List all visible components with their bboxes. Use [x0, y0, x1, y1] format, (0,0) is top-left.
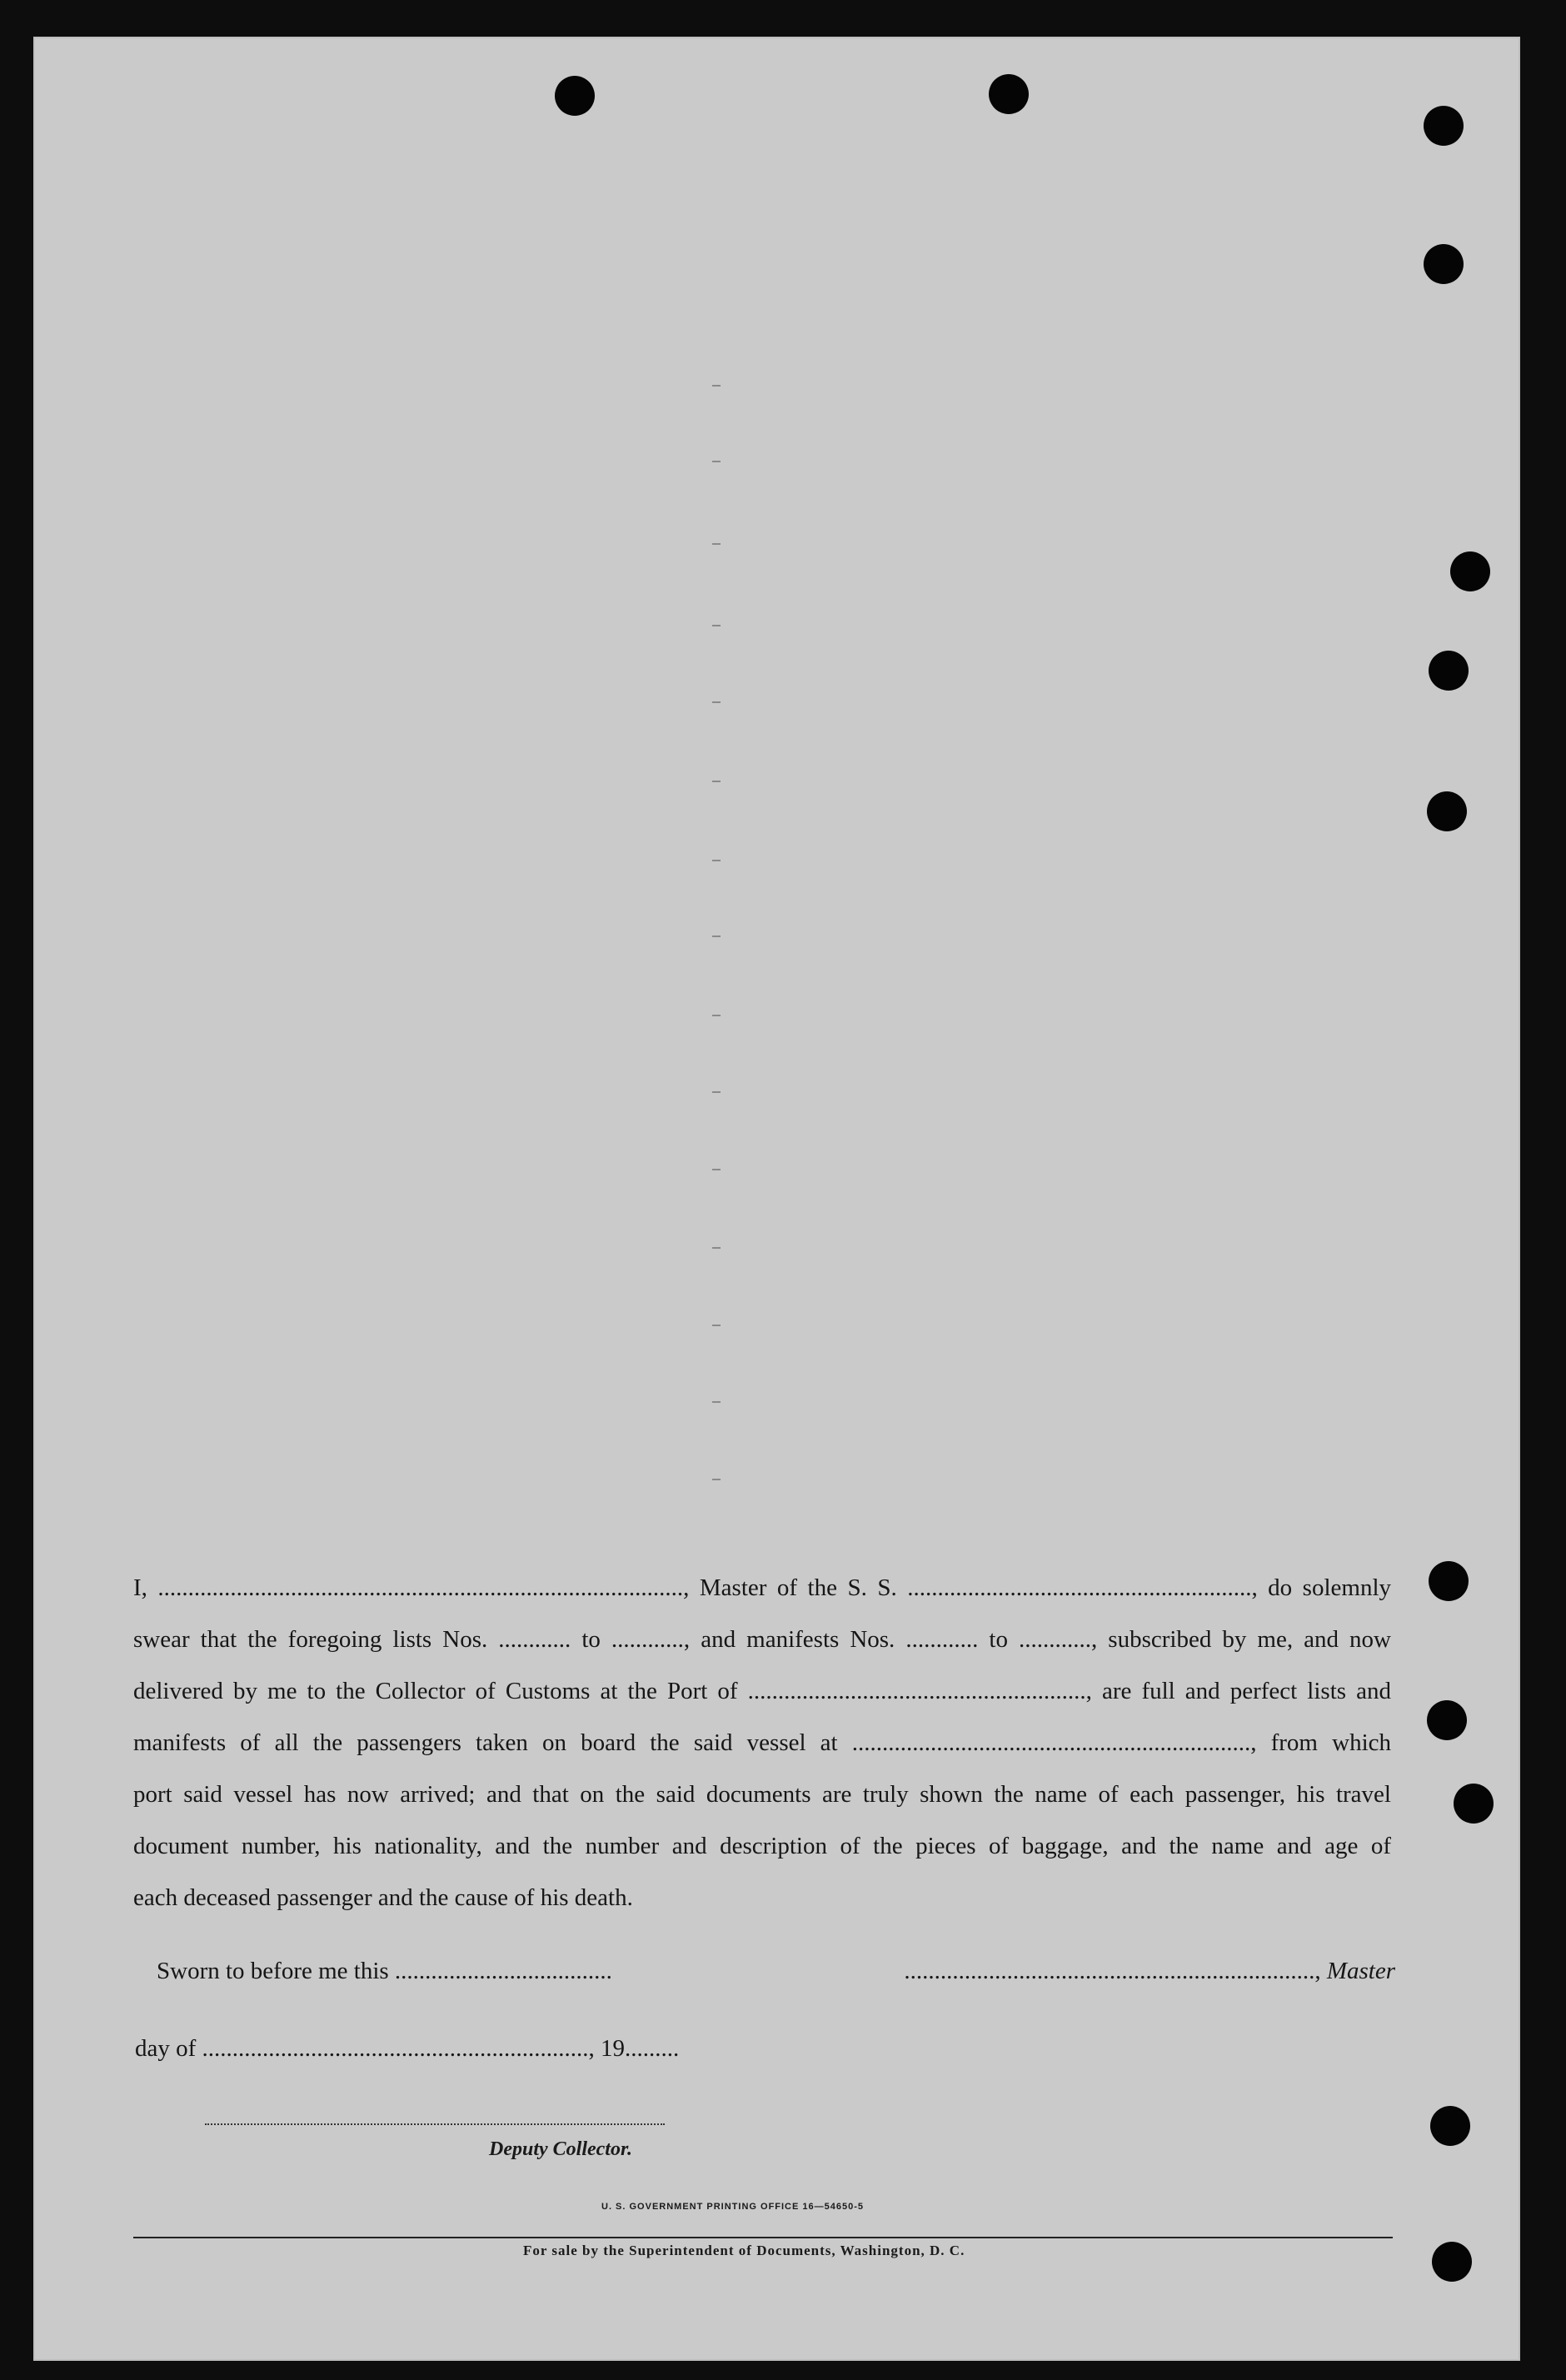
fold-mark: [712, 385, 721, 387]
footer-rule: [133, 2237, 1393, 2238]
fold-mark: [712, 1325, 721, 1326]
fold-mark: [712, 1479, 721, 1480]
oath-line: document number, his nationality, and the number and description of the pieces of baggage, and the name and age of: [133, 1833, 1391, 1859]
oath-paragraph: [133, 1562, 1391, 1923]
fold-mark: [712, 1401, 721, 1403]
fold-mark: [712, 461, 721, 462]
fold-mark: [712, 1091, 721, 1093]
oath-line: delivered by me to the Collector of Customs at the Port of ........................................................, are full and perfect lists and: [133, 1678, 1391, 1704]
punch-hole-side: [1429, 651, 1469, 691]
date-line: day of ................................................................, 19.........: [135, 2035, 680, 2062]
oath-line: manifests of all the passengers taken on board the said vessel at .................................................................., from which: [133, 1729, 1391, 1756]
punch-hole-side: [1432, 2242, 1472, 2282]
punch-hole-side: [1454, 1784, 1494, 1824]
punch-hole-top-right: [989, 74, 1029, 114]
fold-mark: [712, 781, 721, 782]
fold-mark: [712, 625, 721, 626]
sale-notice: For sale by the Superintendent of Documents, Washington, D. C.: [523, 2243, 965, 2258]
fold-mark: [712, 860, 721, 861]
punch-hole-side: [1424, 244, 1464, 284]
fold-mark: [712, 936, 721, 937]
oath-line: swear that the foregoing lists Nos. ............ to ............, and manifests Nos. ............ to ............, subscribed by me, and now: [133, 1626, 1391, 1653]
fold-mark: [712, 543, 721, 545]
punch-hole-top-left: [555, 76, 595, 116]
master-label: Master: [1326, 1958, 1395, 1984]
punch-hole-side: [1424, 106, 1464, 146]
punch-hole-side: [1427, 791, 1467, 831]
form-page: [33, 37, 1520, 2361]
punch-hole-side: [1450, 551, 1490, 591]
deputy-collector-label: Deputy Collector.: [489, 2138, 632, 2160]
master-signature-dots: ....................................................................,: [904, 1958, 1321, 1984]
sworn-line: Sworn to before me this ....................................: [157, 1958, 612, 1984]
oath-line: I, ......................................................................................., Master of the S. S. ........................................................., do solemnly: [133, 1574, 1391, 1601]
oath-line: port said vessel has now arrived; and that on the said documents are truly shown the name of each passenger, his travel: [133, 1781, 1391, 1808]
fold-mark: [712, 701, 721, 703]
fold-mark: [712, 1247, 721, 1249]
oath-line: each deceased passenger and the cause of his death.: [133, 1884, 633, 1911]
fold-mark: [712, 1015, 721, 1016]
master-signature-line: [862, 1958, 1395, 1985]
punch-hole-side: [1427, 1700, 1467, 1740]
punch-hole-side: [1429, 1561, 1469, 1601]
deputy-signature-line: [205, 2123, 665, 2127]
punch-hole-side: [1430, 2106, 1470, 2146]
fold-mark: [712, 1169, 721, 1170]
printing-office-imprint: U. S. GOVERNMENT PRINTING OFFICE 16—54650-5: [601, 2202, 865, 2212]
